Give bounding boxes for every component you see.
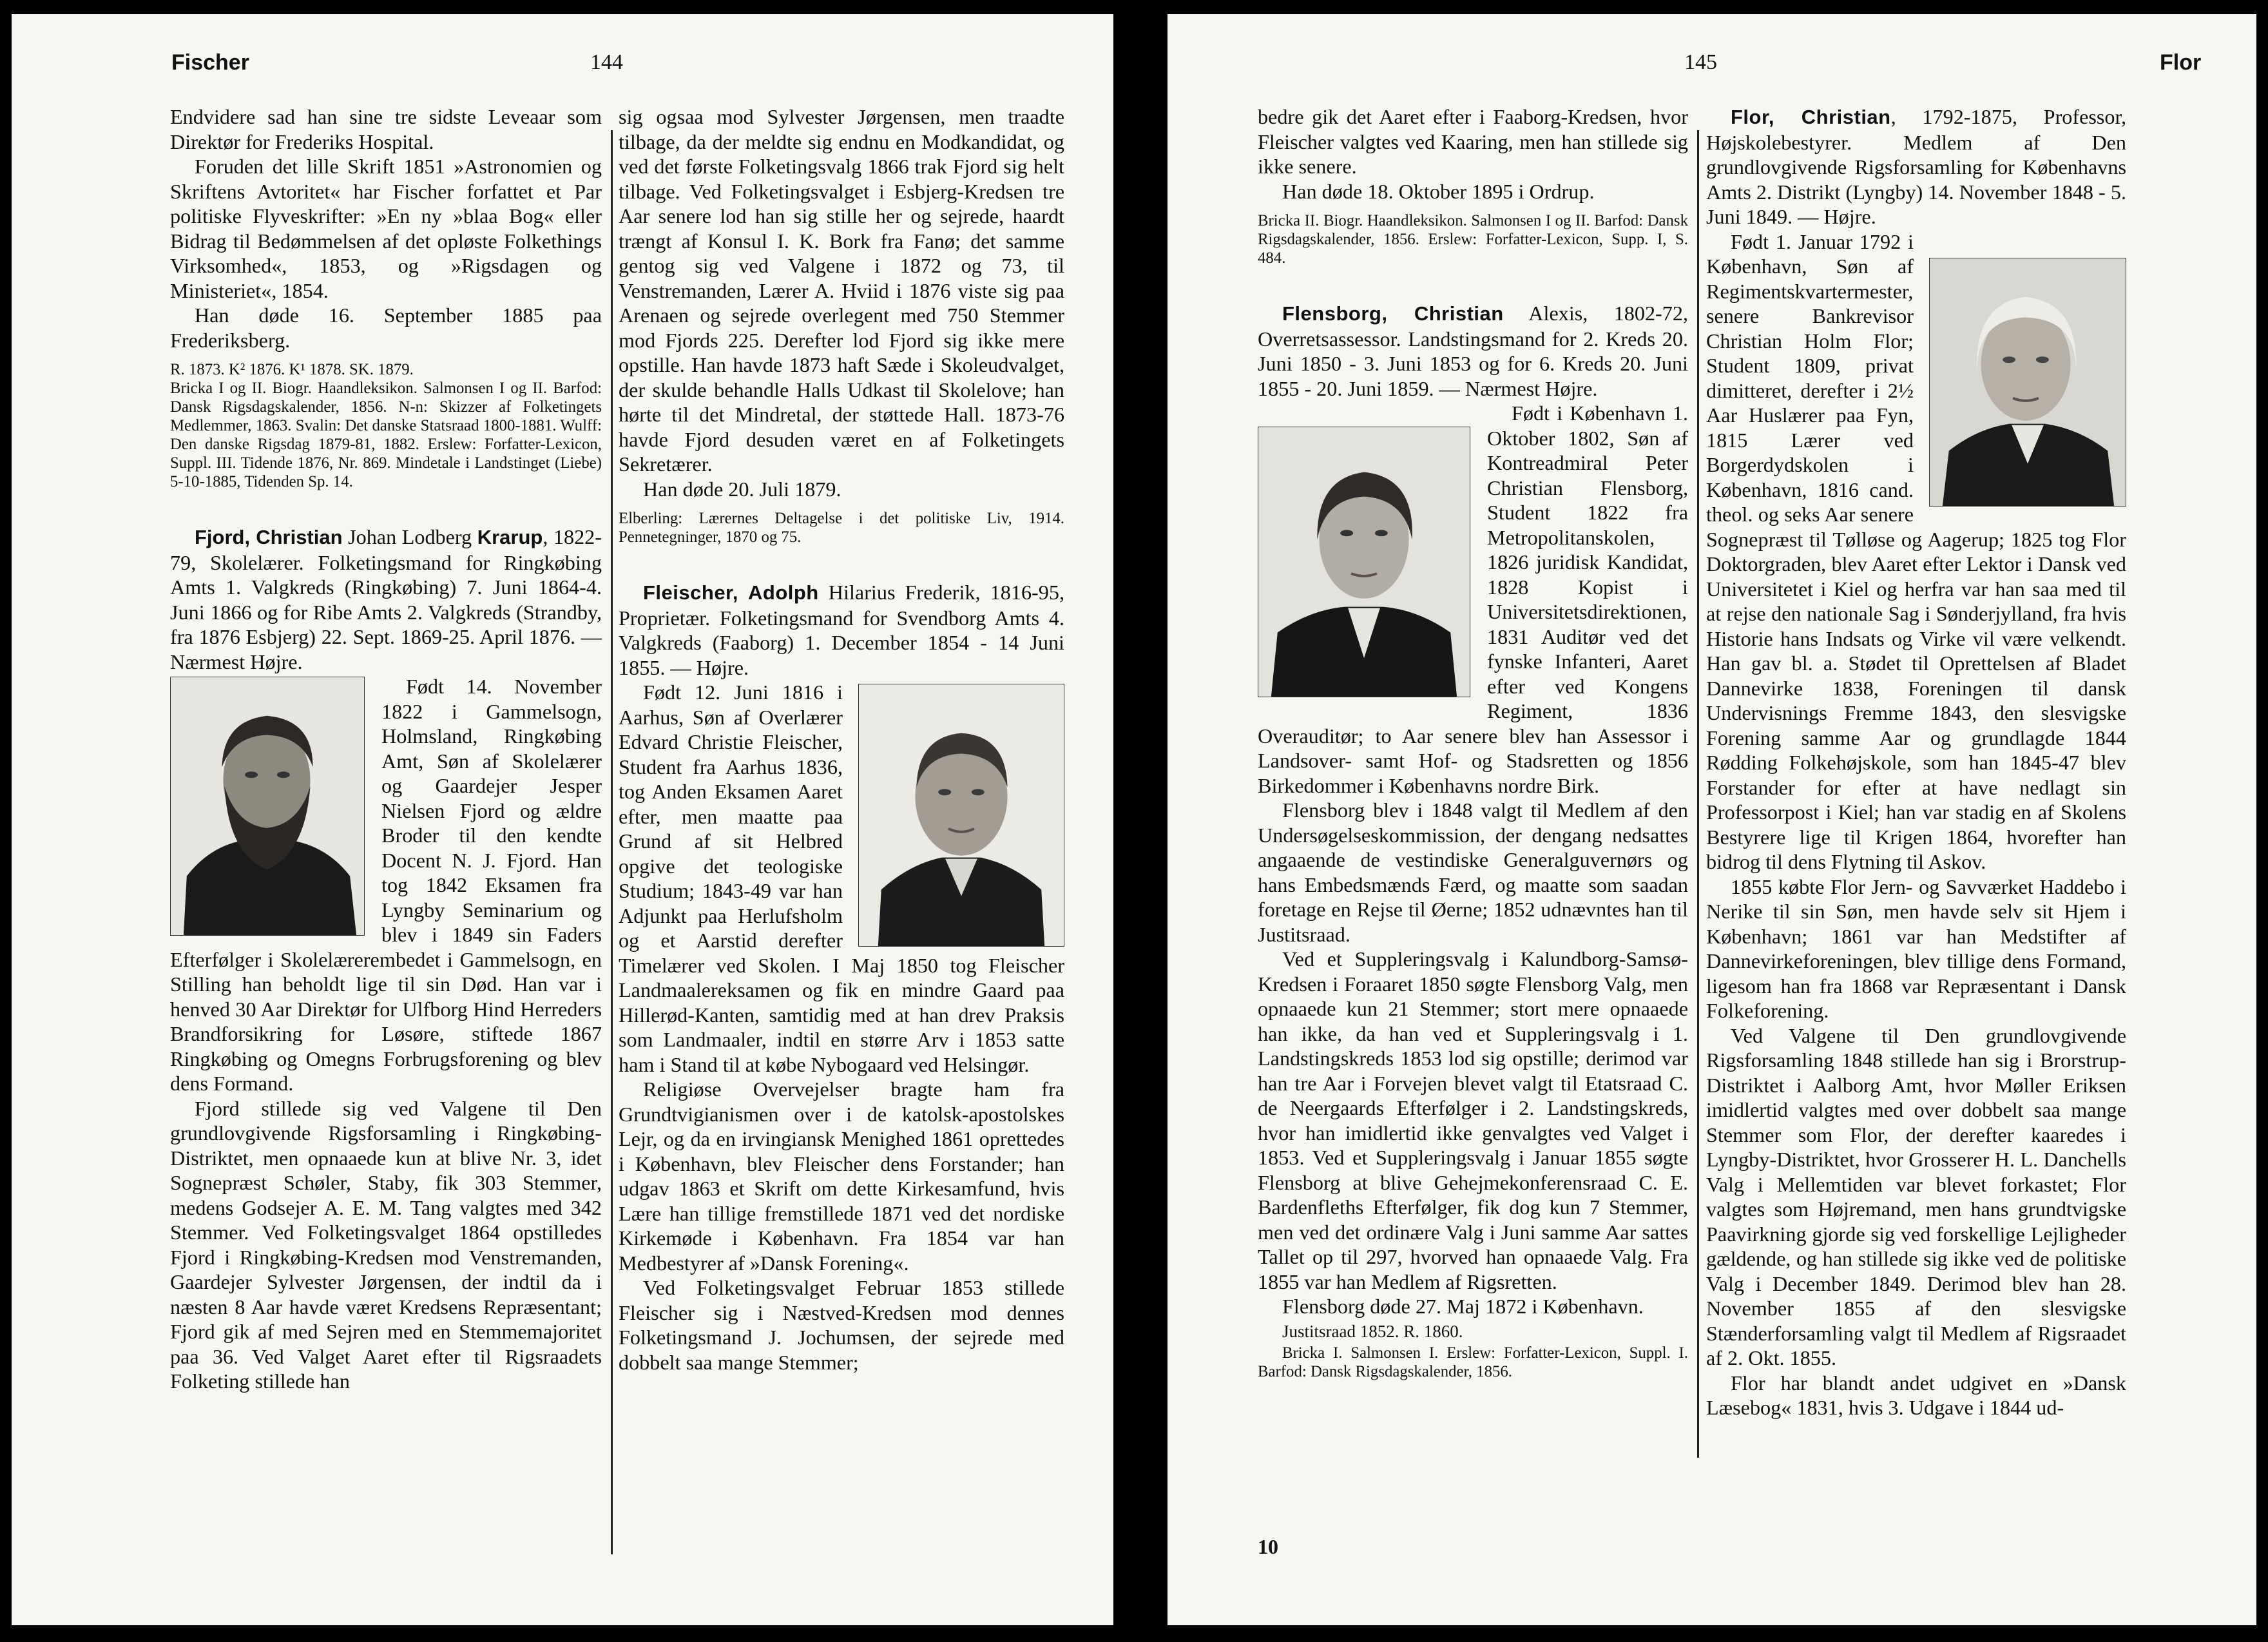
paragraph: Han døde 16. September 1885 paa Frederiksberg. [170,304,602,352]
entry-p4-flor: Flor har blandt andet udgivet en »Dansk Læsebog« 1831, hvis 3. Udgave i 1844 ud- [1706,1371,2126,1419]
entry-name-flensborg: Flensborg, Christian [1282,302,1504,325]
reference-text: R. 1873. K² 1876. K¹ 1878. SK. 1879. [170,361,414,378]
entry-r1-flensborg: Justitsraad 1852. R. 1860. [1282,1321,1463,1341]
entry-p3-flor: Ved Valgene til Den grundlovgivende Rigsforsamling 1848 stillede han sig i Brorstrup-Distriktet i Aalborg Amt, hvor Møller Eriksen imidlertid valgtes med over dobbelt saa mange Stemmer som Flor, der derefter kaaredes i Lyngby-Distriktet, hvor Grosserer H. L. Danchells Valg i Mellemtiden var blevet forkastet; Flor valgtes som Højremand, men hans grundtvigske Paavirkning gjorde sig ved forskellige Lejligheder gældende, og han stillede sig ikke ved de politiske Valg i December 1849. Derimod blev han 28. November 1855 af den slesvigske Stænderforsamling valgt til Medlem af Rigsraadet af 2. Okt. 1855. [1706,1023,2126,1369]
entry-born-flensborg: Født i København 1. Oktober 1802, Søn af Kontreadmiral Peter Christian Flensborg, Student 1822 fra Metropolitanskolen, 1826 juridisk Kandidat, 1828 Kopist i Universitetsdirektionen, 1831 Auditør ved det fynske Infanteri, Aaret efter ved Kongens Regiment, 1836 Overauditør; to Aar senere blev han Assessor i Landsover- samt Hof- og Stadsretten og 1856 Birkedommer i Københavns nordre Birk. [1258,401,1688,797]
left-column-2 [619,104,1064,1375]
entry-born-fleischer: Født 12. Juni 1816 i Aarhus, Søn af Overlærer Edvard Christie Fleischer, Student fra Aarhus 1836, tog Anden Eksamen Aaret efter, men maatte paa Grund af sit Helbred opgive det teologiske Studium; 1843-49 var han Adjunkt paa Herlufsholm og et Aarstid derefter Timelærer ved Skolen. I Maj 1850 tog Fleischer Landmaalereksamen og fik en mindre Gaard paa Hillerød-Kanten, samtidig med at han drev Praksis som Landmaaler, indtil en større Arv i 1853 satte ham i Stand til at købe Nybogaard ved Helsingør. [619,681,1064,1076]
left-col2-top [619,104,1064,546]
entry-name-flor: Flor, Christian [1731,106,1891,128]
right-column-2 [1706,104,2126,1420]
right-column-1 [1258,104,1688,1381]
entry-p2-flor: 1855 købte Flor Jern- og Savværket Haddebo i Nerike til sin Søn, men havde selv sit Hjem i København; 1861 var han Medstifter af Dannevirkeforeningen, blev tillige dens Formand, ligesom han fra 1868 var Repræsentant i Dansk Folkeforening. [1706,874,2126,1022]
portrait-fjord [170,677,365,936]
entry-fleischer [619,580,1064,1375]
entry-p3-flensborg: Ved et Suppleringsvalg i Kalundborg-Samsø-Kredsen i Foraaret 1850 søgte Flensborg Valg, men opnaaede kun 21 Stemmer; stort mere opnaaede han ikke, da han ved et Suppleringsvalg i 1. Landstingskreds 1853 lod sig opstille; derimod var han tre Aar i Forvejen blevet valgt til Etatsraad C. de Neergaards Efterfølger i 2. Landstingskreds, hvor han imidlertid ikke genvalgtes ved Valget i 1853. Ved et Suppleringsvalg i Januar 1855 søgte Flensborg at blive Gehejmekonferensraad C. E. Bardenfleths Efterfølger, fik dog kun 7 Stemmer, men ved det ordinære Valg i Juni samme Aar sattes Tallet op til 297, hvorved han opnaaede Valg. Fra 1855 var han Medlem af Rigsretten. [1258,947,1688,1293]
page-number-left: 144 [590,50,623,74]
right-page [1168,14,2256,1625]
left-col1-top [170,104,602,491]
entry-p2-fjord: Fjord stillede sig ved Valgene til Den grundlovgivende Rigsforsamling i Ringkøbing-Distriktet, men opnaaede kun at blive Nr. 3, idet Sognepræst Schøler, Staby, fik 303 Stemmer, medens Godsejer A. E. M. Tang valgtes med 342 Stemmer. Ved Folketingsvalget 1864 opstilledes Fjord i Ringkøbing-Kredsen mod Venstremanden, Gaardejer Sylvester Jørgensen, der indtil da i næsten 8 Aar havde været Kredsens Repræsentant; Fjord gik af med Sejren med en Stemmemajoritet paa 36. Ved Valget Aaret efter til Rigsraadets Folketing stillede han [170,1096,602,1393]
portrait-fleischer [858,684,1064,947]
reference-text: Elberling: Lærernes Deltagelse i det politiske Liv, 1914. Pennetegninger, 1870 og 75. [619,510,1064,546]
entry-p2-flensborg: Flensborg blev i 1848 valgt til Medlem af den Undersøgelseskommission, der dengang nedsattes angaaende de vestindiske Generalguvernørs og hans Embedsmænds Færd, og maatte som saadan foretage en Rejse til Øerne; 1852 udnævntes han til Justitsraad. [1258,798,1688,946]
entry-born-flor: Født 1. Januar 1792 i København, Søn af Regimentskvartermester, senere Bankrevisor Christian Holm Flor; Student 1809, privat dimitteret, derefter i 2½ Aar Huslærer paa Fyn, 1815 Lærer ved Borgerdydskolen i København, 1816 cand. theol. og seks Aar senere Sognepræst til Tølløse og Aagerup; 1825 tog Flor Doktorgraden, blev Aaret efter Lektor i Dansk ved Universitetet i Kiel og herfra var han saa med til at rejse den nationale Sag i Sønderjylland, fra hvis Historie hans Indsats og Virke vil være velkendt. Han gav bl. a. Stødet til Oprettelsen af Bladet Dannevirke 1838, Foreningen til dansk Undervisnings Fremme 1843, den slesvigske Forening samme Aar og grundlagde 1844 Rødding Folkehøjskole, som han 1845-47 blev Forstander for efter at have nedlagt sin Professorpost i Kiel; han var stadig en af Skolens Bestyrere lige til Krigen 1864, hvorefter han bidrog til dens Flytning til Askov. [1706,229,2126,873]
portrait-flensborg [1258,427,1470,697]
column-rule-left [611,130,613,1554]
entry-born-fjord: Født 14. November 1822 i Gammelsogn, Holmsland, Ringkøbing Amt, Søn af Skolelærer og Gaardejer Jesper Nielsen Fjord og ældre Broder til den kendte Docent N. J. Fjord. Han tog 1842 Eksamen fra Lyngby Seminarium og blev i 1849 sin Faders Efterfølger i Skolelærerembedet i Gammelsogn, en Stilling han beholdt lige til sin Død. Han var i henved 30 Aar Direktør for Ulfborg Hind Herreders Brandforsikring for Løsøre, stiftede 1867 Ringkøbing og Omegns Forbrugsforening og blev dens Formand. [170,675,602,1095]
entry-p2-fleischer: Religiøse Overvejelser bragte ham fra Grundtvigianismen over i de katolsk-apostolskes Lejr, og da en irvingiansk Menighed 1861 oprettedes i København, blev Fleischer dens Forstander; han udgav 1863 et Skrift om dette Kirkesamfund, hvis Lære han tillige fremstillede 1871 ved det nordiske Kirkemøde i København. Fra 1854 var han Medbestyrer af »Dansk Forening«. [619,1077,1064,1275]
entry-fjord: Fjord, Christian Johan Lodberg Krarup, 1822-79, Skolelærer. Folketingsmand for Ringkøbing Amts 1. Valgkreds (Ringkøbing) 7. Juni 1864-4. Juni 1866 og for Ribe Amts 2. Valgkreds (Strandby, fra 1876 Esbjerg) 22. Sept. 1869-25. April 1876. — Nærmest Højre. Født 14. November 1822 i Gammelsogn, Holmsland, Ringkøbing Amt, Søn af Skolelærer og Gaardejer Jesper Nielsen Fjord og ældre Broder til den kendte Docent N. J. Fjord. Han tog 1842 Eksamen fra Lyngby Seminarium og blev i 1849 sin Faders Efterfølger i Skolelærerembedet i Gammelsogn, en Stilling han beholdt lige til sin Død. Han var i henved 30 Aar Direktør for Ulfborg Hind Herreders Brandforsikring for Løsøre, stiftede 1867 Ringkøbing og Omegns Forbrugsforening og blev dens Formand. Fjord stillede sig ved Valgene til Den grundlovgivende Rigsforsamling i Ringkøbing-Distriktet, men opnaaede kun at blive Nr. 3, idet Sognepræst Schøler, Staby, fik 303 Stemmer, medens Godsejer A. E. M. Tang valgtes med 342 Stemmer. Ved Folketingsvalget 1864 opstilledes Fjord i Ringkøbing-Kredsen mod Venstremanden, Gaardejer Sylvester Jørgensen, der indtil da i næsten 8 Aar havde været Kredsens Repræsentant; Fjord gik af med Sejren med en Stemmemajoritet paa 36. Ved Valget Aaret efter til Rigsraadets Folketing stillede han [170,525,602,1393]
paragraph: Han døde 20. Juli 1879. [643,477,841,501]
entry-r2-flensborg: Bricka I. Salmonsen I. Erslew: Forfatter-Lexicon, Suppl. I. Barfod: Dansk Rigsdagskalender, 1856. [1258,1344,1688,1380]
left-page [12,14,1113,1625]
portrait-flor [1929,258,2126,507]
right-col1-top [1258,104,1688,267]
entry-p3-fleischer: Ved Folketingsvalget Februar 1853 stillede Fleischer sig i Næstved-Kredsen mod dennes Folketingsmand J. Jochumsen, der sejrede med dobbelt saa mange Stemmer; [619,1276,1064,1374]
entry-name-fleischer: Fleischer, Adolph [643,581,819,604]
entry-intro-flor: , 1792-1875, Professor, Højskolebestyrer. Medlem af Den grundlovgivende Rigsforsamling for Københavns Amts 2. Distrikt (Lyngby) 14. November 1848 - 5. Juni 1849. — Højre. [1706,105,2127,228]
reference-text: Bricka I og II. Biogr. Haandleksikon. Salmonsen I og II. Barfod: Dansk Rigsdagskalender, 1856. N-n: Skizzer af Folketingets Medlemmer, 1863. Svalin: Det danske Statsraad 1800-1881. Wulff: Den danske Rigsdag 1879-81, 1882. Erslew: Forfatter-Lexicon, Suppl. III. Tidende 1876, Nr. 869. Mindetale i Landstinget (Liebe) 5-10-1885, Tidenden Sp. 14. [170,380,602,490]
paragraph: Han døde 18. Oktober 1895 i Ordrup. [1282,179,1595,203]
paragraph: sig ogsaa mod Sylvester Jørgensen, men traadte tilbage, da der meldte sig endnu en Modkandidat, og ved det første Folketingsvalg 1866 trak Fjord sig helt tilbage. Ved Folketingsvalget i Esbjerg-Kredsen tre Aar senere lod han sig stille her og sejrede, haardt trængt af Konsul I. K. Bork fra Fanø; det samme gentog sig ved Valgene i 1872 og 73, til Venstremanden, Lærer A. Hviid i 1876 viste sig paa Arenaen og sejrede overlegent med 750 Stemmer mod Fjords 225. Derefter lod Fjord sig ikke mere opstille. Han havde 1873 haft Sæde i Skoleudvalget, der skulde behandle Halls Udkast til Skolelove; han hørte til det Mindretal, der støttede Hall. 1873-76 havde Fjord desuden været en af Folketingets Sekretærer. [619,105,1064,476]
paragraph: Foruden det lille Skrift 1851 »Astronomien og Skriftens Avtoritet« har Fischer forfattet et Par politiske Flyveskrifter: »En ny »blaa Bog« eller Bidrag til Bedømmelsen af det opløste Folkethings Virksomhed«, 1853, og »Rigsdagen og Ministeriet«, 1854. [170,155,602,302]
entry-flensborg [1258,301,1688,1381]
paragraph: bedre gik det Aaret efter i Faaborg-Kredsen, hvor Fleischer valgtes ved Kaaring, men han stillede sig ikke senere. [1258,105,1688,178]
signature-mark: 10 [1258,1535,1278,1558]
entry-p4-flensborg: Flensborg døde 27. Maj 1872 i København. [1282,1295,1644,1318]
running-head-left: Fischer [171,50,249,75]
entry-flor [1706,104,2126,1420]
paragraph: Endvidere sad han sine tre sidste Leveaar som Direktør for Frederiks Hospital. [170,105,602,153]
entry-intro-fleischer: Hilarius Frederik, 1816-95, Proprietær. Folketingsmand for Svendborg Amts 4. Valgkreds (Faaborg) 1. December 1854 - 14 Juni 1855. — Højre. [619,581,1064,679]
entry-intro-fjord: , 1822-79, Skolelærer. Folketingsmand for Ringkøbing Amts 1. Valgkreds (Ringkøbing) 7. Juni 1864-4. Juni 1866 og for Ribe Amts 2. Valgkreds (Strandby, fra 1876 Esbjerg) 22. Sept. 1869-25. April 1876. — Nærmest Højre. [170,525,602,673]
reference-text: Bricka II. Biogr. Haandleksikon. Salmonsen I og II. Barfod: Dansk Rigsdagskalender, 1856. Erslew: Forfatter-Lexicon, Supp. I, S. 484. [1258,212,1688,267]
entry-name-fjord: Fjord, Christian [195,526,343,548]
page-number-right: 145 [1684,50,1717,74]
running-head-right: Flor [2160,50,2202,75]
left-column-1 [170,104,602,1394]
entry-intro-flensborg: Alexis, 1802-72, Overretsassessor. Landstingsmand for 2. Kreds 20. Juni 1850 - 3. Juni 1853 og for 6. Kreds 20. Juni 1855 - 20. Juni 1859. — Nærmest Højre. [1258,302,1688,400]
column-rule-right [1697,130,1699,1458]
